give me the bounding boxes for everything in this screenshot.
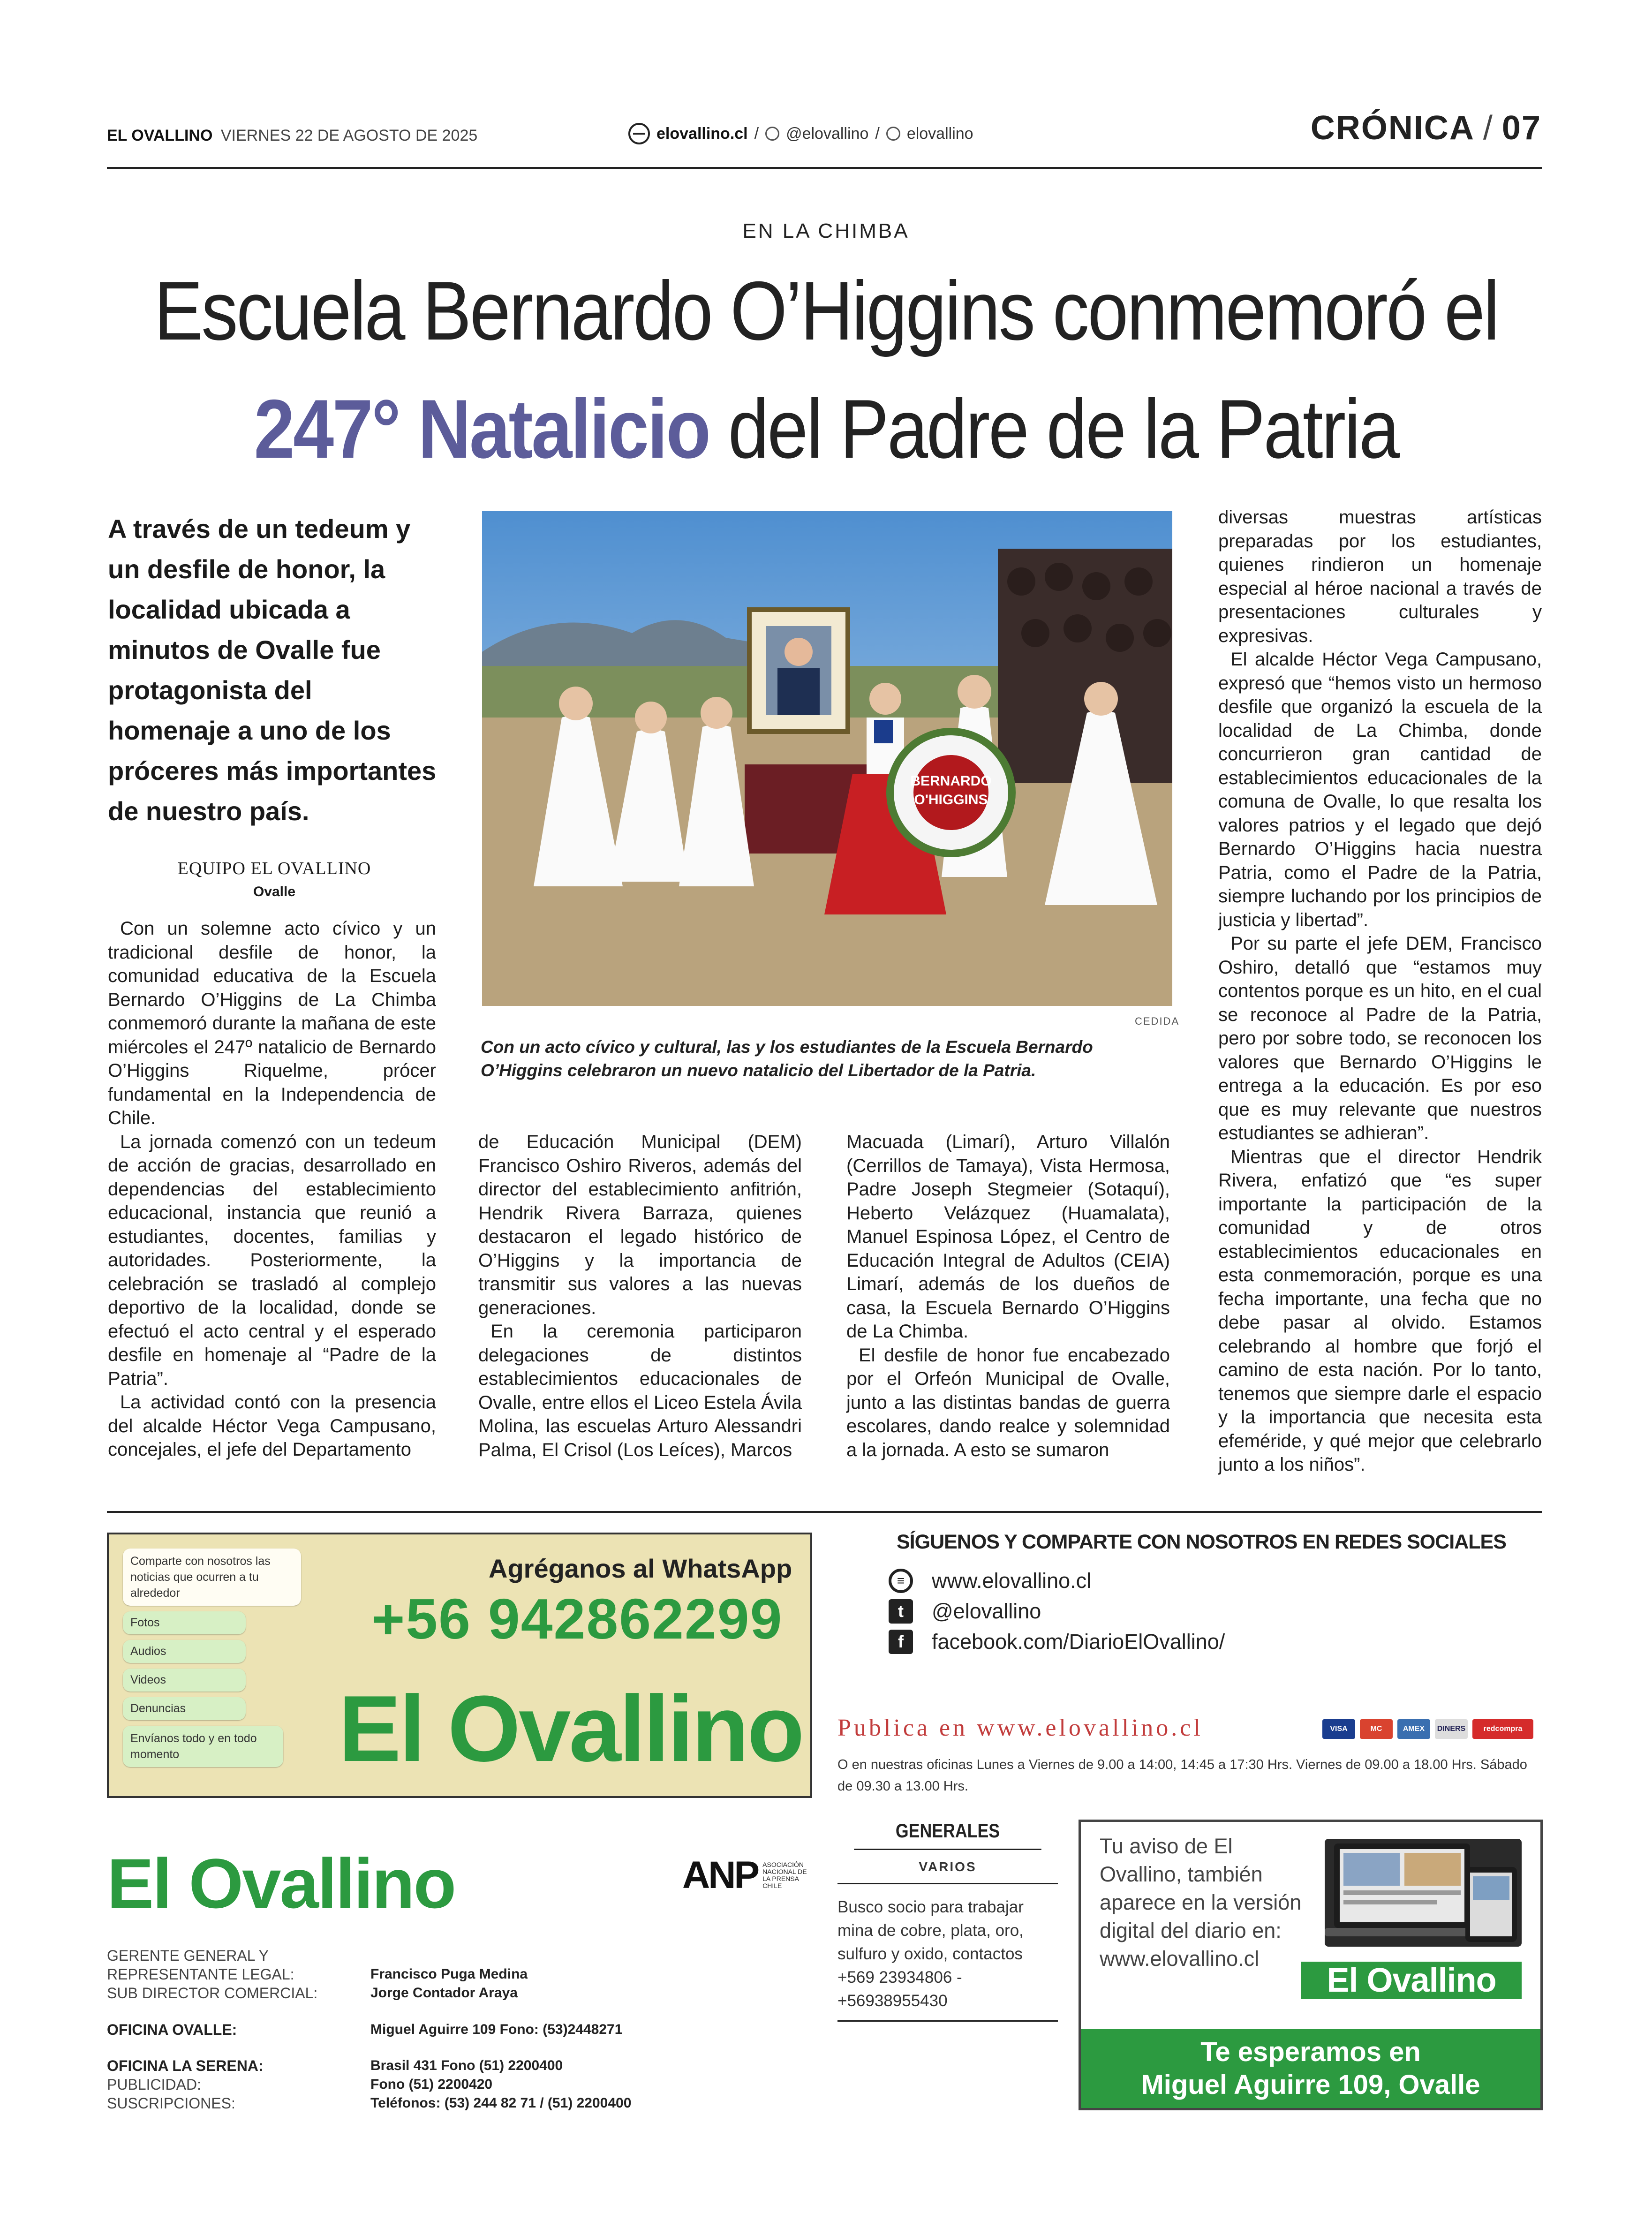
staff-label: REPRESENTANTE LEGAL: (107, 1966, 294, 1983)
header-site-link[interactable]: elovallino.cl (656, 124, 748, 143)
whatsapp-number[interactable]: +56 942862299 (371, 1587, 783, 1651)
globe-icon (628, 123, 650, 144)
social-title: SÍGUENOS Y COMPARTE CON NOSOTROS EN REDES SOCIALES (897, 1531, 1506, 1553)
devices-illustration (1325, 1839, 1522, 1947)
staff-label: PUBLICIDAD: (107, 2076, 201, 2093)
digital-ad-footer-line: Miguel Aguirre 109, Ovalle (1141, 2070, 1480, 2100)
chat-bubbles (123, 1549, 301, 1773)
twitter-icon: t (889, 1599, 913, 1624)
section-rule (107, 1511, 1542, 1513)
chat-bubble-videos: Videos (123, 1669, 246, 1692)
paragraph: El desfile de honor fue encabezado por el Orfeón Municipal de Ovalle, junto a las distintas bandas de guerra escolares, dando realce y solemnidad a la jornada. A esto se sumaron (846, 1345, 1170, 1460)
chat-bubble: Comparte con nosotros las noticias que ocurren a tu alrededor (123, 1549, 301, 1606)
chat-bubble-audios: Audios (123, 1640, 246, 1663)
column-3 (846, 1130, 1170, 1462)
anp-logo (682, 1853, 814, 1897)
office-ovalle-label (107, 2020, 237, 2039)
anp-subtitle: ASOCIACIÓN NACIONAL DE LA PRENSA CHILE (762, 1861, 807, 1889)
digital-ad-footer-line: Te esperamos en (1200, 2037, 1421, 2067)
headline-line2 (99, 381, 1553, 477)
social-web-row[interactable] (889, 1569, 1091, 1593)
byline-location: Ovalle (253, 884, 296, 899)
classifieds (837, 1820, 1058, 2022)
anp-mark: ANP (682, 1854, 758, 1896)
office-serena-values (370, 2056, 631, 2113)
social-facebook-row[interactable] (889, 1630, 1225, 1654)
paragraph: La actividad contó con la presencia del alcalde Héctor Vega Campusano, concejales, el jefe del Departamento (108, 1392, 436, 1460)
social-twitter-row[interactable] (889, 1599, 1041, 1624)
article-photo (482, 511, 1172, 1006)
paragraph: Con un solemne acto cívico y un tradicional desfile de honor, la comunidad educativa de la Escuela Bernardo O’Higgins de La Chimba conmemoró durante la mañana de este miércoles el 247º natalicio de Bernardo O’Higgins Riquelme, prócer fundamental en la Independencia de Chile. (108, 918, 436, 1128)
staff-values (370, 1965, 528, 2002)
paragraph: En la ceremonia participaron delegaciones de distintos establecimientos educacionales de Ovalle, entre ellos el Liceo Estela Ávila Molina, las escuelas Arturo Alessandri Palma, El Crisol (Los Leíces), Marcos (478, 1321, 802, 1460)
whatsapp-cta: Agréganos al WhatsApp (489, 1554, 792, 1583)
amex-icon: AMEX (1397, 1719, 1430, 1739)
column-4 (1218, 506, 1542, 1477)
office-ovalle-value: Miguel Aguirre 109 Fono: (53)2448271 (370, 2022, 623, 2037)
chat-bubble: Envíanos todo y en todo momento (123, 1726, 283, 1767)
digital-ad-footer (1081, 2029, 1540, 2108)
paragraph: Macuada (Limarí), Arturo Villalón (Cerrillos de Tamaya), Vista Hermosa, Padre Joseph Stegmeier (Sotaquí), Heberto Velázquez (Huamalata), Manuel Espinosa López, el Centro de Educación Integral de Adultos (CEIA) Limarí, además de los dueños de casa, la Escuela Bernardo O’Higgins de La Chimba. (846, 1132, 1170, 1342)
mastercard-icon: MC (1360, 1719, 1393, 1739)
twitter-icon (765, 127, 779, 141)
staff-label: OFICINA LA SERENA: (107, 2057, 264, 2074)
header-links: elovallino.cl / @elovallino / elovallino (628, 123, 973, 144)
payment-cards (1322, 1719, 1533, 1739)
office-hours: O en nuestras oficinas Lunes a Viernes de 9.00 a 14:00, 14:45 a 17:30 Hrs. Viernes de 09.00 a 18.00 Hrs. Sábado de 09.30 a 13.00 Hrs. (837, 1757, 1527, 1794)
headline-line1: Escuela Bernardo O’Higgins conmemoró el (154, 264, 1498, 357)
visa-icon: VISA (1322, 1719, 1355, 1739)
paragraph: La jornada comenzó con un tedeum de acción de gracias, desarrollado en dependencias del establecimiento educacional, instancia que reunió a estudiantes, docentes, familias y autoridades. Posteriormente, la celebración se trasladó al complejo deportivo de la localidad, donde se efectuó el acto central y el esperado desfile en homenaje al “Padre de la Patria”. (108, 1131, 436, 1389)
header-paper-date (107, 127, 477, 145)
laptop-tablet-icon (1325, 1839, 1522, 1947)
paragraph: El alcalde Héctor Vega Campusano, expresó que “hemos visto un hermoso desfile que organizó la escuela de la localidad de La Chimba, donde concurrieron gran cantidad de establecimientos educacionales de la comuna de Ovalle, lo que resalta los valores patrios y el legado que dejó Bernardo O’Higgins hacia nuestra Patria, como el Padre de la Patria, siempre luchando por los principios de justicia y libertad”. (1218, 649, 1542, 930)
paper-name: EL OVALLINO (107, 127, 213, 144)
issue-date: VIERNES 22 DE AGOSTO DE 2025 (220, 127, 478, 144)
ceremony-illustration (482, 511, 1172, 1006)
wreath-text-line2: O'HIGGINS (914, 792, 988, 808)
staff-value: Jorge Contador Araya (370, 1985, 518, 2001)
page-number: 07 (1501, 109, 1541, 147)
photo-credit: CEDIDA (1135, 1015, 1180, 1027)
classified-ad: Busco socio para trabajar mina de cobre, plata, oro, sulfuro y oxido, contactos +569 23934806 - +56938955430 (837, 1884, 1058, 2022)
chat-bubble-fotos: Fotos (123, 1611, 246, 1634)
staff-value: Francisco Puga Medina (370, 1966, 528, 1982)
section-page: CRÓNICA / 07 (1310, 109, 1541, 147)
section-name: CRÓNICA (1310, 109, 1475, 147)
article-lead: A través de un tedeum y un desfile de honor, la localidad ubicada a minutos de Ovalle fue protagonista del homenaje a uno de los próceres más importantes de nuestro país. (108, 514, 437, 826)
paragraph: Por su parte el jefe DEM, Francisco Oshiro, detalló que “estamos muy contentos porque es un hito, en el cual se reconoce al Padre de la Patria, pero por sobre todo, se reconocen los valores que Bernardo O’Higgins le entrega a la educación. Es por eso que es muy relevante que nuestros estudiantes se adhieran”. (1218, 933, 1542, 1143)
staff-label: GERENTE GENERAL Y (107, 1947, 269, 1964)
header-facebook-link[interactable]: elovallino (906, 124, 973, 143)
staff-label: SUB DIRECTOR COMERCIAL: (107, 1985, 318, 2002)
staff-label: SUSCRIPCIONES: (107, 2095, 235, 2112)
column-2 (478, 1130, 802, 1462)
chat-bubble-denuncias: Denuncias (123, 1697, 246, 1720)
column-1 (108, 917, 436, 1462)
office-serena-labels (107, 2056, 264, 2113)
publica-link[interactable]: Publica en www.elovallino.cl (837, 1715, 1203, 1741)
staff-value: Teléfonos: (53) 244 82 71 / (51) 2200400 (370, 2095, 632, 2111)
social-web-link[interactable]: www.elovallino.cl (932, 1569, 1092, 1593)
classifieds-subtitle: VARIOS (837, 1850, 1058, 1884)
wreath-text-line1: BERNARDO (910, 773, 992, 789)
photo-caption: Con un acto cívico y cultural, las y los estudiantes de la Escuela Bernardo O’Higgins celebraron un nuevo natalicio del Libertador de la Patria. (481, 1037, 1093, 1080)
paragraph: diversas muestras artísticas preparadas por los estudiantes, quienes rindieron un homenaje especial al héroe nacional a través de presentaciones culturales y expresivas. (1218, 507, 1542, 646)
facebook-icon: f (889, 1630, 913, 1654)
social-facebook-link[interactable]: facebook.com/DiarioElOvallino/ (932, 1630, 1225, 1654)
social-twitter-link[interactable]: @elovallino (932, 1599, 1041, 1623)
staff-label: OFICINA OVALLE: (107, 2021, 237, 2038)
paragraph: de Educación Municipal (DEM) Francisco Oshiro Riveros, además del director del establecimiento anfitrión, Hendrik Rivera Barraza, quienes destacaron el legado histórico de O’Higgins y la importancia de transmitir sus valores a las nuevas generaciones. (478, 1132, 802, 1318)
paragraph: Mientras que el director Hendrik Rivera, enfatizó que “es super importante la participación de la comunidad y de otros establecimientos educacionales en esta conmemoración, porque es una fecha importante, una fecha que no debe pasar al olvido. Estamos celebrando al hombre que forjó el camino de esta nación. Por lo tanto, tenemos que siempre darle el espacio y la importancia que necesita esta efeméride, y qué mejor que celebrarlo junto a los niños”. (1218, 1146, 1542, 1475)
headline-rest: del Padre de la Patria (728, 382, 1398, 476)
diners-icon: DINERS (1435, 1719, 1468, 1739)
header-twitter-link[interactable]: @elovallino (786, 124, 869, 143)
globe-icon: ≡ (889, 1569, 913, 1593)
digital-ad[interactable] (1079, 1820, 1543, 2110)
byline: EQUIPO EL OVALLINO (177, 859, 371, 878)
facebook-icon (886, 127, 900, 141)
staff-value: Brasil 431 Fono (51) 2200400 (370, 2058, 563, 2073)
whatsapp-ad[interactable] (107, 1533, 812, 1798)
redcompra-icon: redcompra (1472, 1719, 1533, 1739)
staff-value: Fono (51) 2200420 (370, 2077, 493, 2092)
article-kicker: EN LA CHIMBA (742, 219, 910, 242)
classifieds-title: GENERALES (854, 1820, 1041, 1850)
header-rule (107, 167, 1542, 169)
digital-ad-text: Tu aviso de El Ovallino, también aparece en la versión digital del diario en: www.elovallino.cl (1100, 1834, 1302, 1971)
digital-ad-logo: El Ovallino (1301, 1962, 1522, 1999)
staff-labels (107, 1946, 317, 2002)
headline-highlight: 247° Natalicio (254, 382, 709, 476)
whatsapp-brand: El Ovallino (339, 1677, 803, 1781)
masthead-logo: El Ovallino (107, 1844, 455, 1923)
